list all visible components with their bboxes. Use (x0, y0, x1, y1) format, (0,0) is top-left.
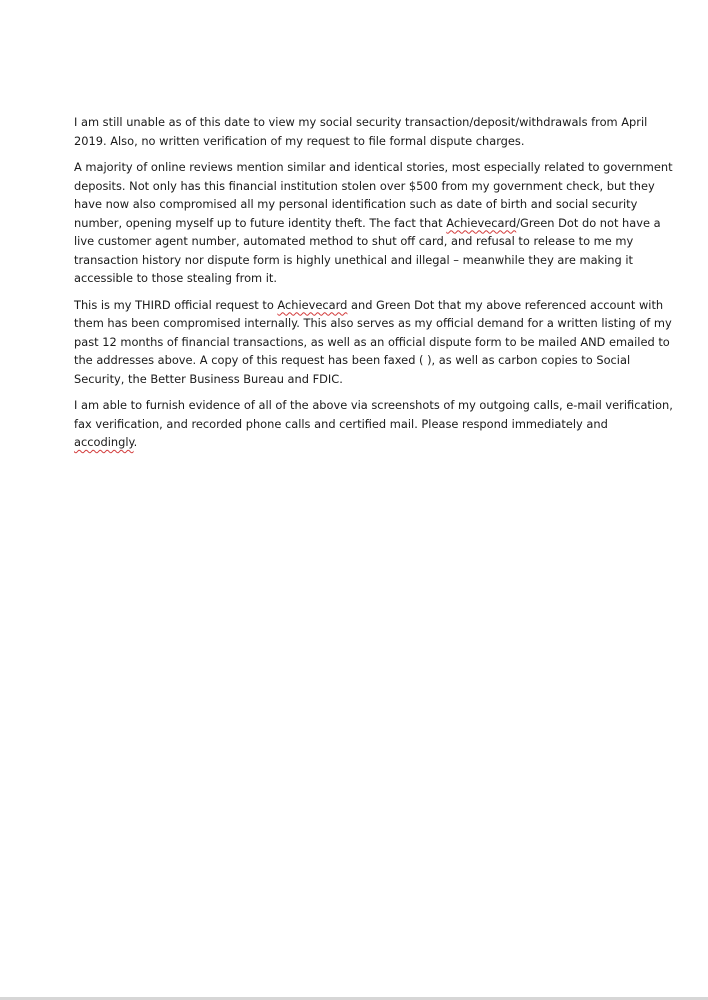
misspelled-word-achievecard: Achievecard (446, 215, 517, 230)
paragraph-3 (74, 296, 674, 389)
paragraph-2 (74, 158, 674, 288)
paragraph-4 (74, 396, 674, 452)
misspelled-word-accodingly: accodingly (74, 435, 134, 449)
paragraph-1 (74, 113, 674, 150)
paragraph-2-text-part-2: /Green Dot do not have a live customer agent number, automated method to shut off card, and refusal to release to me my transaction history nor dispute form is highly unethical and illegal – meanwhile they are making it accessible to those stealing from it. (74, 215, 661, 285)
paragraph-2-text-part-1: A majority of online reviews mention similar and identical stories, most especially related to government deposits. Not only has this financial institution stolen over $500 from my government check, but they have now also compromised all my personal identification such as date of birth and social security number, opening myself up to future identity theft. The fact that (74, 160, 673, 230)
paragraph-4-text-part-2: . (133, 435, 138, 449)
paragraph-3-text-part-1: This is my THIRD official request to (74, 297, 278, 312)
paragraph-3-text-part-2: and Green Dot that my above referenced account with them has been compromised internally. This also serves as my official demand for a written listing of my past 12 months of financial transactions, as well as an official dispute form to be mailed AND emailed to the addresses above. A copy of this request has been faxed ( ), as well as carbon copies to Social Security, the Better Business Bureau and FDIC. (74, 297, 672, 386)
paragraph-1-text: I am still unable as of this date to view my social security transaction/deposit/withdrawals from April 2019. Also, no written verification of my request to file formal dispute charges. (74, 115, 648, 148)
paragraph-4-text-part-1: I am able to furnish evidence of all of the above via screenshots of my outgoing calls, e-mail verification, fax verification, and recorded phone calls and certified mail. Please respond immediately and (74, 398, 673, 431)
letter-body (74, 113, 674, 460)
misspelled-word-achievecard: Achievecard (277, 297, 348, 312)
